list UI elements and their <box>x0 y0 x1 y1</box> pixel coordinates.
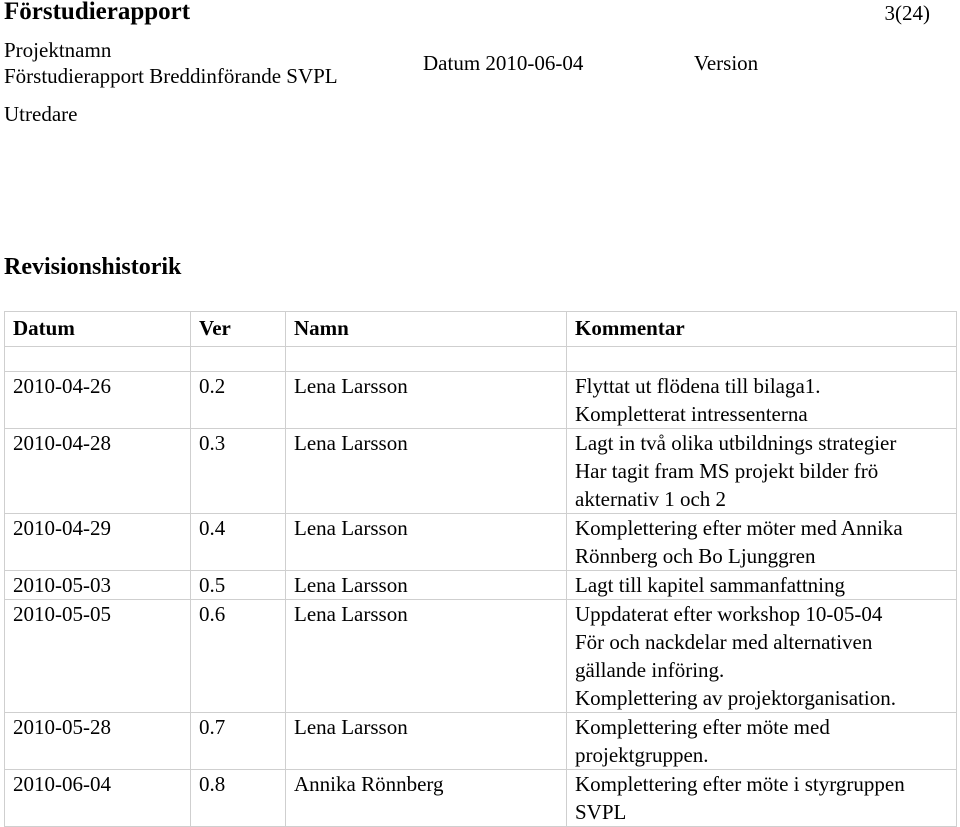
revision-date: 2010-04-29 <box>5 514 191 571</box>
page-number: 3(24) <box>884 1 930 25</box>
revision-date: 2010-05-03 <box>5 571 191 600</box>
comment-line: Komplettering av projektorganisation. <box>575 686 896 710</box>
date-label: Datum 2010-06-04 <box>423 51 584 75</box>
revision-comment <box>567 514 957 571</box>
revision-version: 0.7 <box>191 713 286 770</box>
comment-line: Har tagit fram MS projekt bilder frö <box>575 459 879 483</box>
revision-date: 2010-04-26 <box>5 372 191 429</box>
revision-comment <box>567 429 957 514</box>
table-row <box>5 514 957 571</box>
comment-line: Komplettering efter möte med <box>575 715 830 739</box>
column-header-date: Datum <box>5 312 191 347</box>
column-header-version: Ver <box>191 312 286 347</box>
comment-line: projektgruppen. <box>575 743 709 767</box>
table-row <box>5 372 957 429</box>
revision-history-heading: Revisionshistorik <box>4 254 182 280</box>
revision-author: Lena Larsson <box>286 571 567 600</box>
comment-line: Kompletterat intressenterna <box>575 402 808 426</box>
revision-comment <box>567 600 957 713</box>
comment-line: akternativ 1 och 2 <box>575 487 727 511</box>
comment-line: Uppdaterat efter workshop 10-05-04 <box>575 602 883 626</box>
revision-date: 2010-05-28 <box>5 713 191 770</box>
spacer-cell <box>191 347 286 372</box>
spacer-cell <box>5 347 191 372</box>
revision-history-table <box>4 311 957 827</box>
revision-author: Annika Rönnberg <box>286 770 567 827</box>
revision-comment <box>567 372 957 429</box>
revision-date: 2010-06-04 <box>5 770 191 827</box>
revision-comment <box>567 770 957 827</box>
comment-line: gällande införing. <box>575 658 725 682</box>
revision-version: 0.5 <box>191 571 286 600</box>
table-row <box>5 571 957 600</box>
revision-author: Lena Larsson <box>286 514 567 571</box>
revision-version: 0.8 <box>191 770 286 827</box>
revision-version: 0.6 <box>191 600 286 713</box>
revision-version: 0.2 <box>191 372 286 429</box>
table-row <box>5 770 957 827</box>
project-label: Projektnamn <box>4 38 112 62</box>
comment-line: Rönnberg och Bo Ljunggren <box>575 544 816 568</box>
revision-comment <box>567 571 957 600</box>
revision-author: Lena Larsson <box>286 429 567 514</box>
document-title: Förstudierapport <box>4 0 191 25</box>
revision-date: 2010-04-28 <box>5 429 191 514</box>
comment-line: Komplettering efter möte i styrgruppen <box>575 772 905 796</box>
comment-line: Flyttat ut flödena till bilaga1. <box>575 374 821 398</box>
version-label: Version <box>694 51 759 75</box>
revision-rows <box>5 347 957 827</box>
spacer-cell <box>286 347 567 372</box>
comment-line: Lagt in två olika utbildnings strategier <box>575 431 897 455</box>
investigator-label: Utredare <box>4 102 78 126</box>
revision-author: Lena Larsson <box>286 372 567 429</box>
comment-line: SVPL <box>575 800 627 824</box>
comment-line: För och nackdelar med alternativen <box>575 630 873 654</box>
revision-version: 0.3 <box>191 429 286 514</box>
column-header-name: Namn <box>286 312 567 347</box>
comment-line: Lagt till kapitel sammanfattning <box>575 573 846 597</box>
revision-version: 0.4 <box>191 514 286 571</box>
revision-author: Lena Larsson <box>286 713 567 770</box>
revision-author: Lena Larsson <box>286 600 567 713</box>
column-header-comment: Kommentar <box>567 312 957 347</box>
table-row <box>5 429 957 514</box>
revision-comment <box>567 713 957 770</box>
revision-date: 2010-05-05 <box>5 600 191 713</box>
spacer-row <box>5 347 957 372</box>
comment-line: Komplettering efter möter med Annika <box>575 516 903 540</box>
table-header-row <box>5 312 957 347</box>
project-name: Förstudierapport Breddinförande SVPL <box>4 64 338 88</box>
spacer-cell <box>567 347 957 372</box>
table-row <box>5 600 957 713</box>
table-row <box>5 713 957 770</box>
